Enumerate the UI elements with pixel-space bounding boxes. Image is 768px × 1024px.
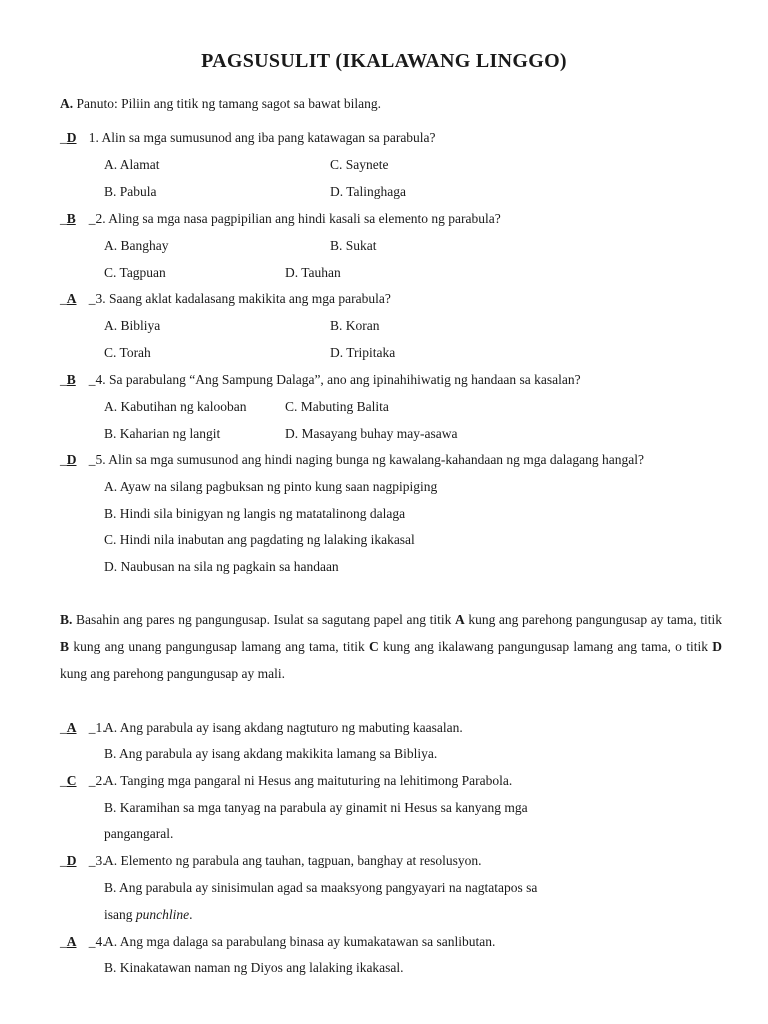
question-text: Saang aklat kadalasang makikita ang mga parabula? (109, 291, 391, 306)
question-5: _D _5. Alin sa mga sumusunod ang hindi naging bunga ng kawalang-kahandaan ng mga dalagang hangal? (60, 452, 645, 467)
statement-b: B. Karamihan sa mga tanyag na parabula ay ginamit ni Hesus sa kanyang mga (104, 800, 528, 815)
statement-b: B. Ang parabula ay sinisimulan agad sa maaksyong pangyayari na nagtatapos sa (104, 880, 538, 895)
statement-b-cont: isang punchline. (104, 907, 193, 922)
answer-blank: C (66, 773, 77, 788)
section-a-instruction (60, 96, 381, 112)
choice: D. Naubusan na sila ng pagkain sa handaan (104, 559, 339, 574)
choice: A. Ayaw na silang pagbuksan ng pinto kung saan nagpipiging (104, 479, 438, 494)
question-text: Aling sa mga nasa pagpipilian ang hindi kasali sa elemento ng parabula? (108, 211, 501, 226)
section-b-label: B. (60, 612, 73, 627)
statement-b-cont: pangangaral. (104, 826, 174, 841)
item-3: _D _3. (60, 853, 106, 868)
punchline-term: punchline (135, 907, 190, 922)
question-text: Alin sa mga sumusunod ang hindi naging bunga ng kawalang-kahandaan ng mga dalagang hangal? (108, 452, 645, 467)
choice: B. Pabula (104, 184, 157, 199)
question-1: _D 1. Alin sa mga sumusunod ang iba pang katawagan sa parabula? (60, 130, 436, 145)
choice: C. Saynete (330, 157, 389, 172)
answer-blank: A (66, 720, 77, 735)
choice: A. Kabutihan ng kalooban (104, 399, 247, 414)
section-a-text: Panuto: Piliin ang titik ng tamang sagot sa bawat bilang. (76, 96, 381, 111)
section-b-instruction: B. Basahin ang pares ng pangungusap. Isulat sa sagutang papel ang titik A kung ang parehong pangungusap ay tama, titik B kung ang unang pangungusap lamang ang tama, titik C kung ang ikalawang pangungusap lamang ang tama, o titik D kung ang parehong pangungusap ay mali. (60, 612, 723, 681)
answer-blank: D (66, 130, 77, 145)
answer-blank: A (66, 934, 77, 949)
choice: A. Alamat (104, 157, 160, 172)
question-3: _A _3. Saang aklat kadalasang makikita ang mga parabula? (60, 291, 391, 306)
statement-a: A. Tanging mga pangaral ni Hesus ang maituturing na lehitimong Parabola. (104, 773, 513, 788)
answer-blank: A (66, 291, 77, 306)
statement-b: B. Kinakatawan naman ng Diyos ang lalaking ikakasal. (104, 960, 404, 975)
answer-blank: D (66, 452, 77, 467)
item-2: _C _2. (60, 773, 106, 788)
item-1: _A _1. (60, 720, 106, 735)
choice: A. Banghay (104, 238, 169, 253)
choice: D. Tripitaka (330, 345, 396, 360)
section-a-label: A. (60, 96, 74, 111)
statement-a: A. Ang parabula ay isang akdang nagtuturo ng mabuting kaasalan. (104, 720, 463, 735)
choice: C. Torah (104, 345, 151, 360)
question-2: _B _2. Aling sa mga nasa pagpipilian ang hindi kasali sa elemento ng parabula? (60, 211, 501, 226)
question-text: Sa parabulang “Ang Sampung Dalaga”, ano ang ipinahihiwatig ng handaan sa kasalan? (109, 372, 581, 387)
question-4: _B _4. Sa parabulang “Ang Sampung Dalaga”, ano ang ipinahihiwatig ng handaan sa kasalan? (60, 372, 581, 387)
choice: C. Mabuting Balita (285, 399, 389, 414)
choice: B. Sukat (330, 238, 377, 253)
choice: A. Bibliya (104, 318, 161, 333)
choice: B. Kaharian ng langit (104, 426, 221, 441)
question-text: Alin sa mga sumusunod ang iba pang katawagan sa parabula? (101, 130, 436, 145)
statement-b: B. Ang parabula ay isang akdang makikita lamang sa Bibliya. (104, 746, 438, 761)
choice: B. Koran (330, 318, 380, 333)
item-4: _A _4. (60, 934, 106, 949)
answer-blank: D (66, 853, 77, 868)
answer-blank: B (66, 372, 76, 387)
choice: C. Hindi nila inabutan ang pagdating ng lalaking ikakasal (104, 532, 415, 547)
statement-a: A. Ang mga dalaga sa parabulang binasa ay kumakatawan sa sanlibutan. (104, 934, 496, 949)
choice: D. Masayang buhay may-asawa (285, 426, 458, 441)
choice: B. Hindi sila binigyan ng langis ng matatalinong dalaga (104, 506, 406, 521)
answer-blank: B (66, 211, 76, 226)
choice: D. Talinghaga (330, 184, 407, 199)
choice: C. Tagpuan (104, 265, 166, 280)
choice: D. Tauhan (285, 265, 341, 280)
statement-a: A. Elemento ng parabula ang tauhan, tagpuan, banghay at resolusyon. (104, 853, 482, 868)
page-title: PAGSUSULIT (IKALAWANG LINGGO) (201, 50, 567, 72)
